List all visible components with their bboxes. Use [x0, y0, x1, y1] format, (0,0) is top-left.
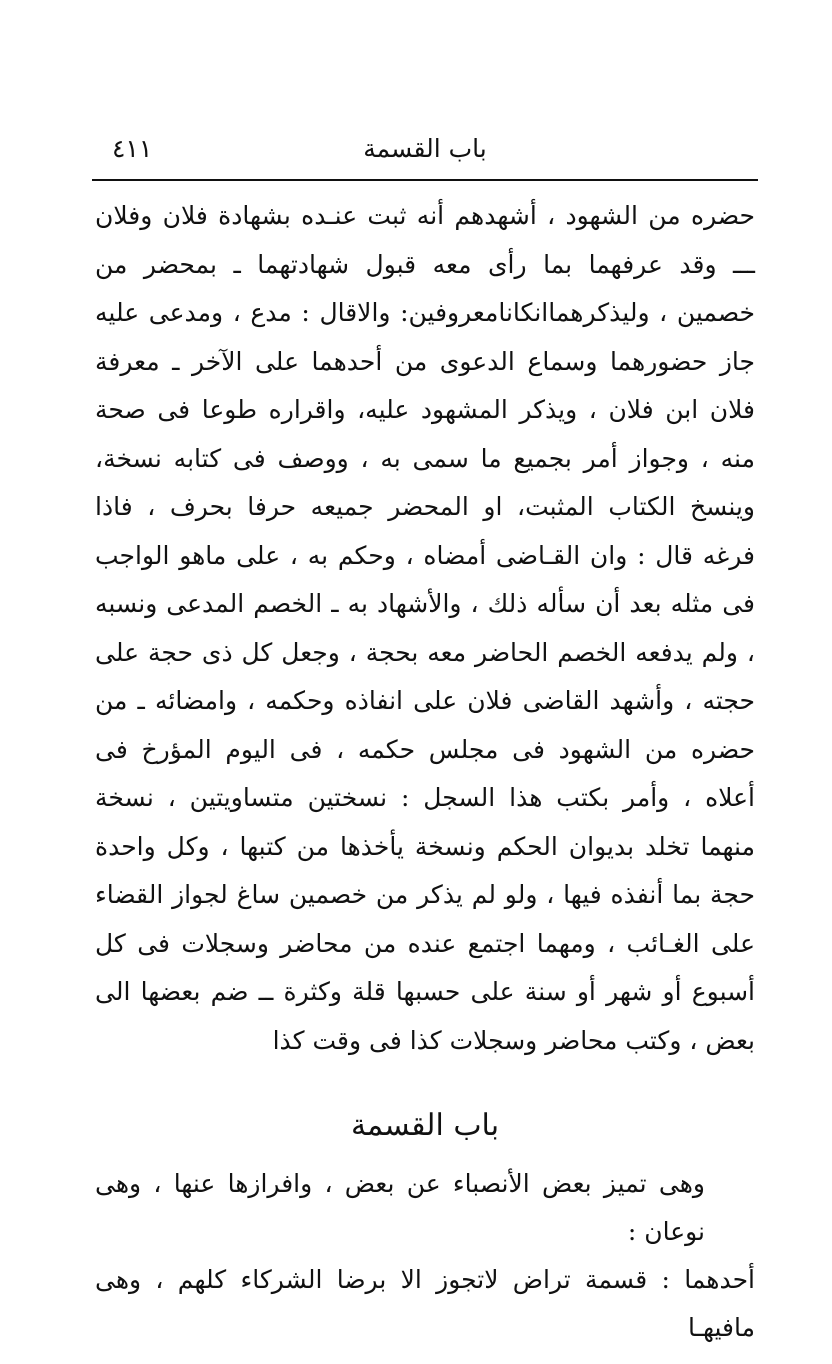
page-header	[92, 132, 758, 178]
section-line-1: وهى تميز بعض الأنصباء عن بعض ، وافرازها عنها ، وهى نوعان :	[95, 1169, 705, 1246]
section-line-2: أحدهما : قسمة تراض لاتجوز الا برضا الشركاء كلهم ، وهى مافيهـا	[95, 1265, 755, 1342]
page-number: ٤١١	[112, 134, 153, 163]
body-text	[95, 192, 755, 1065]
section-text	[95, 1160, 755, 1352]
body-paragraph: حضره من الشهود ، أشهدهم أنه ثبت عنـده بشهادة فلان وفلان ـــ وقد عرفهما بما رأى معه قبول شهادتهما ـ بمحضر من خصمين ، وليذكرهماانكانامعروفين: والاقال : مدع ، ومدعى عليه جاز حضورهما وسماع الدعوى من أحدهما على الآخر ـ معرفة فلان ابن فلان ، ويذكر المشهود عليه، واقراره طوعا فى صحة منه ، وجواز أمر بجميع ما سمى به ، ووصف فى كتابه نسخة، وينسخ الكتاب المثبت، او المحضر جميعه حرفا بحرف ، فاذا فرغه قال : وان القـاضى أمضاه ، وحكم به ، على ماهو الواجب فى مثله بعد أن سأله ذلك ، والأشهاد به ـ الخصم المدعى ونسبه ، ولم يدفعه الخصم الحاضر معه بحجة ، وجعل كل ذى حجة على حجته ، وأشهد القاضى فلان على انفاذه وحكمه ، وامضائه ـ من حضره من الشهود فى مجلس حكمه ، فى اليوم المؤرخ فى أعلاه ، وأمر بكتب هذا السجل : نسختين متساويتين ، نسخة منهما تخلد بديوان الحكم ونسخة يأخذها من كتبها ، وكل واحدة حجة بما أنفذه فيها ، ولو لم يذكر من خصمين ساغ لجواز القضاء على الغـائب ، ومهما اجتمع عنده من محاضر وسجلات فى كل أسبوع أو شهر أو سنة على حسبها قلة وكثرة ــ ضم بعضها الى بعض ، وكتب محاضر وسجلات كذا فى وقت كذا	[95, 201, 755, 1055]
running-title: باب القسمة	[363, 134, 487, 163]
header-rule	[92, 179, 758, 181]
section-heading: باب القسمة	[350, 1108, 500, 1143]
